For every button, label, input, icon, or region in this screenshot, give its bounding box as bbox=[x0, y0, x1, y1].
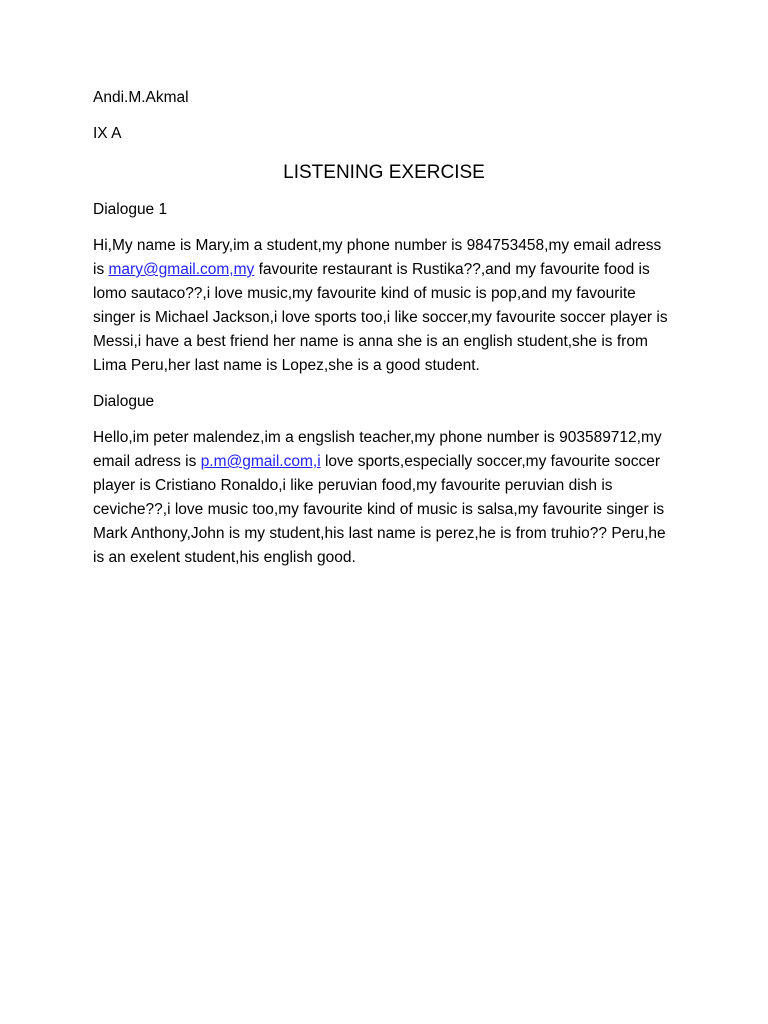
page-title: LISTENING EXERCISE bbox=[283, 162, 485, 183]
dialogue-2-text-start: Hello,im peter malendez,im a engslish teacher,my phone number is 903589712,my email adress is bbox=[93, 429, 662, 470]
dialogue-2-heading: Dialogue bbox=[93, 393, 155, 410]
dialogue-1-heading: Dialogue 1 bbox=[93, 201, 168, 218]
class-label: IX A bbox=[93, 125, 122, 142]
email-link-mary[interactable]: mary@gmail.com,my bbox=[108, 261, 255, 278]
dialogue-2-paragraph bbox=[93, 426, 675, 570]
author-name: Andi.M.Akmal bbox=[93, 89, 189, 106]
dialogue-1-text-end: favourite restaurant is Rustika??,and my favourite food is lomo sautaco??,i love music,my favourite kind of music is pop,and my favourite singer is Michael Jackson,i love sports too,i like soccer,my favourite soccer player is Messi,i have a best friend her name is anna she is an english student,she is from Lima Peru,her last name is Lopez,she is a good student. bbox=[93, 261, 668, 374]
dialogue-1-paragraph bbox=[93, 234, 675, 378]
email-link-peter[interactable]: p.m@gmail.com,i bbox=[200, 453, 321, 470]
dialogue-2-text-end: love sports,especially soccer,my favourite soccer player is Cristiano Ronaldo,i like peruvian food,my favourite peruvian dish is ceviche??,i love music too,my favourite kind of music is salsa,my favourite singer is Mark Anthony,John is my student,his last name is perez,he is from truhio?? Peru,he is an exelent student,his english good. bbox=[93, 453, 666, 566]
dialogue-1-text-start: Hi,My name is Mary,im a student,my phone number is 984753458,my email adress is bbox=[93, 237, 662, 278]
document-page bbox=[93, 86, 675, 582]
